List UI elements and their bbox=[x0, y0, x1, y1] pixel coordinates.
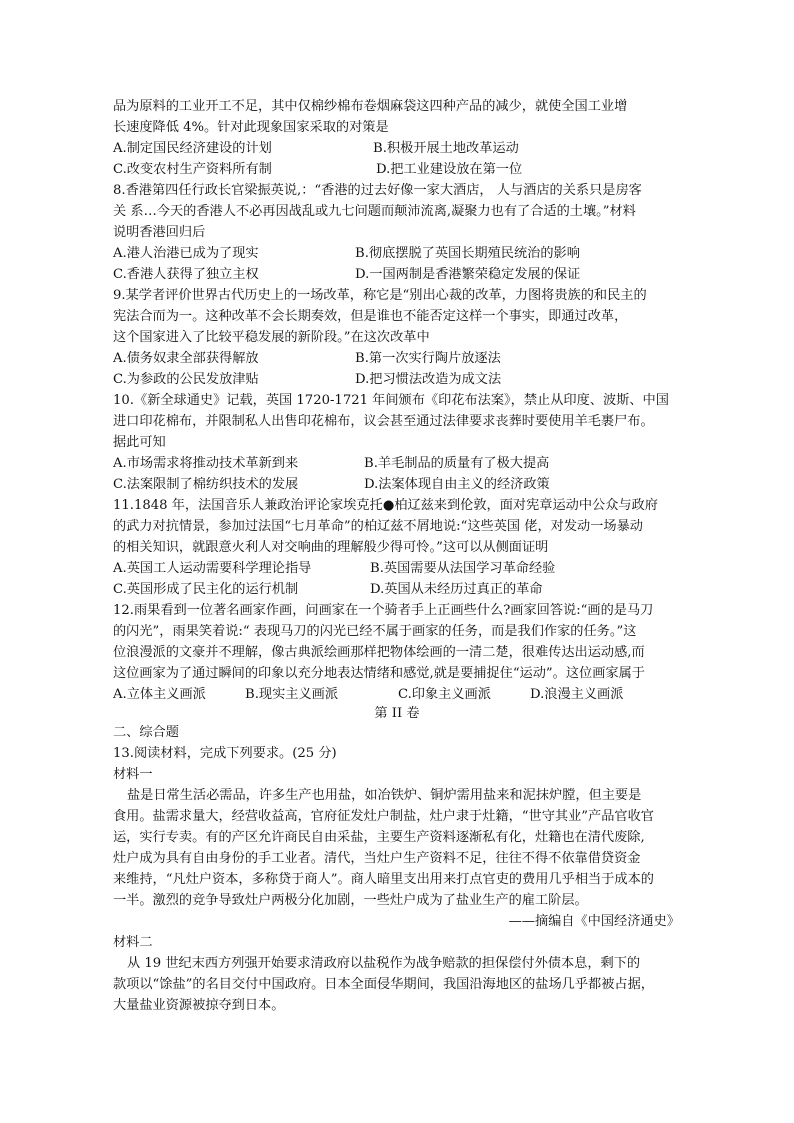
q10-option-b: B.羊毛制品的质量有了极大提高 bbox=[364, 456, 550, 471]
q9-option-c: C.为参政的公民发放津贴 bbox=[113, 372, 259, 387]
q9-line-1: 9.某学者评价世界古代历史上的一场改革，称它是“别出心裁的改革，力图将贵族的和民主的 bbox=[113, 288, 647, 303]
material2-line-1: 从 19 世纪末西方列强开始要求清政府以盐税作为战争赔款的担保偿付外债本息，剩下的 bbox=[127, 956, 641, 971]
material1-label: 材料一 bbox=[113, 767, 153, 782]
material2-line-2: 款项以“馀盐”的名目交付中国政府。日本全面侵华期间，我国沿海地区的盐场几乎都被占据， bbox=[113, 977, 654, 992]
q7-option-c: C.改变农村生产资料所有制 bbox=[113, 162, 272, 177]
q11-line-1: 11.1848 年，法国音乐人兼政治评论家埃克托●柏辽兹来到伦敦，面对宪章运动中公众与政府 bbox=[113, 498, 658, 513]
q9-line-2: 宪法合而为一。这种改革不会长期奏效，但是谁也不能否定这样一个事实，即通过改革， bbox=[113, 309, 628, 324]
q10-line-1: 10.《新全球通史》记载，英国 1720-1721 年间颁布《印花布法案》，禁止从印度、波斯、中国 bbox=[113, 393, 669, 408]
material1-line-4: 灶户成为具有自由身份的手工业者。清代，当灶户生产资料不足，往往不得不依靠借贷资金 bbox=[113, 851, 641, 866]
q8-option-b: B.彻底摆脱了英国长期殖民统治的影响 bbox=[355, 246, 580, 261]
material1-line-5: 来维持，“凡灶户资本，多称贷于商人”。商人暗里支出用来打点官吏的费用几乎相当于成本的 bbox=[113, 872, 654, 887]
q12-option-c: C.印象主义画派 bbox=[398, 687, 491, 702]
q11-line-2: 的武力对抗情景，参加过法国“七月革命”的柏辽兹不屑地说:“这些英国 佬，对发动一场暴动 bbox=[113, 519, 643, 534]
q11-option-d: D.英国从未经历过真正的革命 bbox=[370, 582, 543, 597]
material2-label: 材料二 bbox=[113, 935, 153, 950]
volume-title: 第 II 卷 bbox=[374, 706, 420, 721]
q12-option-d: D.浪漫主义画派 bbox=[530, 687, 624, 702]
q12-line-1: 12.雨果看到一位著名画家作画，问画家在一个骑者手上正画些什么?画家回答说:“画的是马刀 bbox=[113, 603, 654, 618]
q12-option-b: B.现实主义画派 bbox=[245, 687, 339, 702]
q9-line-3: 这个国家进入了比较平稳发展的新阶段。”在这次改革中 bbox=[113, 330, 430, 345]
material1-line-1: 盐是日常生活必需品，许多生产也用盐，如冶铁炉、铜炉需用盐来和泥抹炉膛，但主要是 bbox=[127, 788, 642, 803]
material2-line-3: 大量盐业资源被掠夺到日本。 bbox=[113, 998, 285, 1013]
material1-line-2: 食用。盐需求量大，经营收益高，官府征发灶户制盐，灶户隶于灶籍，“世守其业”产品官收官 bbox=[113, 809, 654, 824]
q7-option-d: D.把工业建设放在第一位 bbox=[376, 162, 523, 177]
q12-line-2: 的闪光”，雨果笑着说:“ 表现马刀的闪光已经不属于画家的任务，而是我们作家的任务。”这 bbox=[113, 624, 637, 639]
q11-option-b: B.英国需要从法国学习革命经验 bbox=[370, 561, 556, 576]
q7-line-1: 品为原料的工业开工不足，其中仅棉纱棉布卷烟麻袋这四种产品的减少，就使全国工业增 bbox=[113, 99, 628, 114]
material1-line-6: 一半。激烈的竞争导致灶户两极分化加剧，一些灶户成为了盐业生产的雇工阶层。 bbox=[113, 893, 588, 908]
q13-title: 13.阅读材料，完成下列要求。(25 分) bbox=[113, 746, 337, 761]
q7-line-2: 长速度降低 4%。针对此现象国家采取的对策是 bbox=[113, 120, 389, 135]
q10-option-c: C.法案限制了棉纺织技术的发展 bbox=[113, 477, 299, 492]
section-title: 二、综合题 bbox=[113, 725, 179, 740]
q7-option-b: B.积极开展土地改革运动 bbox=[373, 141, 519, 156]
q12-line-4: 这位画家为了通过瞬间的印象以充分地表达情绪和感觉,就是要捕捉住“运动”。这位画家属于 bbox=[113, 666, 645, 681]
q8-line-2: 关 系…今天的香港人不必再因战乱或九七问题而颠沛流离,凝聚力也有了合适的土壤。”材料 bbox=[113, 204, 636, 219]
q10-option-d: D.法案体现自由主义的经济政策 bbox=[364, 477, 550, 492]
q12-line-3: 位浪漫派的文豪并不理解，像古典派绘画那样把物体绘画的一清二楚，很难传达出运动感,而 bbox=[113, 645, 645, 660]
q10-line-2: 进口印花棉布，并限制私人出售印花棉布，议会甚至通过法律要求丧葬时要使用羊毛裹尸布。 bbox=[113, 414, 654, 429]
q10-line-3: 据此可知 bbox=[113, 435, 166, 450]
q9-option-a: A.债务奴隶全部获得解放 bbox=[113, 351, 259, 366]
q9-option-b: B.第一次实行陶片放逐法 bbox=[355, 351, 501, 366]
material1-line-3: 运，实行专卖。有的产区允许商民自由采盐，主要生产资料逐渐私有化，灶籍也在清代废除, bbox=[113, 830, 645, 845]
q8-option-d: D.一国两制是香港繁荣稳定发展的保证 bbox=[355, 267, 581, 282]
q7-option-a: A.制定国民经济建设的计划 bbox=[113, 141, 272, 156]
q11-line-3: 的相关知识，就跟意火利人对交响曲的理解般少得可怜。”这可以从侧面证明 bbox=[113, 540, 549, 555]
q10-option-a: A.市场需求将推动技术革新到来 bbox=[113, 456, 299, 471]
q11-option-a: A.英国工人运动需要科学理论指导 bbox=[113, 561, 312, 576]
q11-option-c: C.英国形成了民主化的运行机制 bbox=[113, 582, 299, 597]
q8-line-3: 说明香港回归后 bbox=[113, 225, 206, 240]
q9-option-d: D.把习惯法改造为成文法 bbox=[355, 372, 502, 387]
material1-source: ——摘编自《中国经济通史》 bbox=[508, 914, 680, 929]
q8-option-a: A.港人治港已成为了现实 bbox=[113, 246, 259, 261]
q8-option-c: C.香港人获得了独立主权 bbox=[113, 267, 259, 282]
q12-option-a: A.立体主义画派 bbox=[113, 687, 206, 702]
q8-line-1: 8.香港第四任行政长官梁振英说,：“香港的过去好像一家大酒店， 人与酒店的关系只是房客 bbox=[113, 183, 642, 198]
